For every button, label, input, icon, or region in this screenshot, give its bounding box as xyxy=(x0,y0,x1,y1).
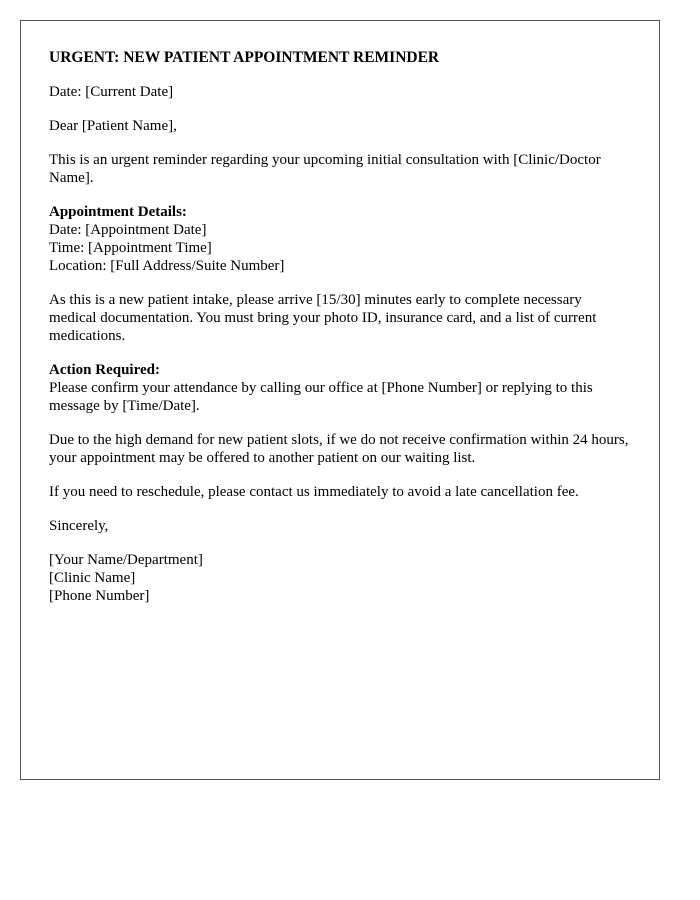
appointment-details xyxy=(49,203,631,275)
letter-title: URGENT: NEW PATIENT APPOINTMENT REMINDER xyxy=(49,49,440,66)
details-heading: Appointment Details: xyxy=(49,204,187,220)
action-text: Please confirm your attendance by calling our office at [Phone Number] or replying to this message by [Time/Date]. xyxy=(49,380,593,414)
intro-paragraph: This is an urgent reminder regarding your upcoming initial consultation with [Clinic/Doctor Name]. xyxy=(49,152,601,186)
letter-page xyxy=(20,20,660,780)
action-required xyxy=(49,361,631,415)
signature-name: [Your Name/Department] xyxy=(49,552,203,568)
demand-paragraph: Due to the high demand for new patient slots, if we do not receive confirmation within 24 hours, your appointment may be offered to another patient on our waiting list. xyxy=(49,432,629,466)
salutation: Dear [Patient Name], xyxy=(49,118,177,134)
signature-block xyxy=(49,551,631,605)
signature-phone: [Phone Number] xyxy=(49,588,150,604)
closing: Sincerely, xyxy=(49,518,109,534)
signature-clinic: [Clinic Name] xyxy=(49,570,136,586)
details-location: Location: [Full Address/Suite Number] xyxy=(49,258,285,274)
details-time: Time: [Appointment Time] xyxy=(49,240,212,256)
details-date: Date: [Appointment Date] xyxy=(49,222,207,238)
date-line: Date: [Current Date] xyxy=(49,84,174,100)
arrival-paragraph: As this is a new patient intake, please arrive [15/30] minutes early to complete necessary medical documentation. You must bring your photo ID, insurance card, and a list of current medications. xyxy=(49,292,597,344)
action-heading: Action Required: xyxy=(49,362,160,378)
reschedule-paragraph: If you need to reschedule, please contact us immediately to avoid a late cancellation fee. xyxy=(49,484,579,500)
